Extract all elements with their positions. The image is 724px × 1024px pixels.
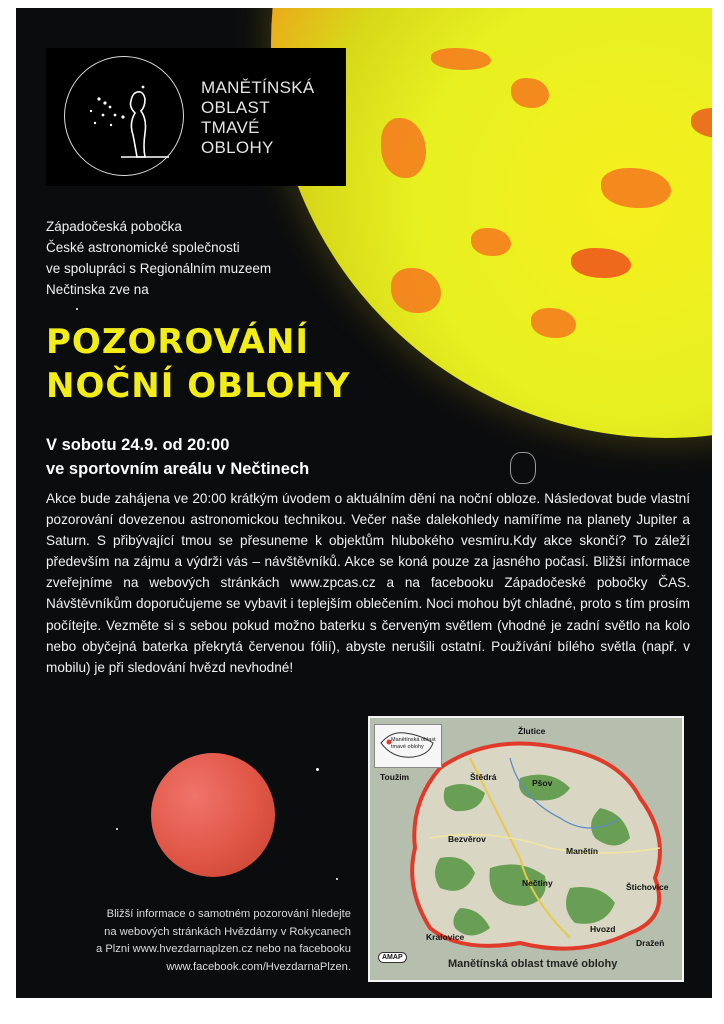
- footer-line: www.facebook.com/HvezdarnaPlzen.: [166, 960, 351, 973]
- sun-spot: [601, 168, 671, 208]
- event-description: Akce bude zahájena ve 20:00 krátkým úvodem o aktuálním dění na noční obloze. Následovat bude vlastní pozorování dovezenou astronomickou technikou. Večer naše dalekohledy namíříme na planety Jupiter a Saturn. S přibývající tmou se přesuneme k objektům hlubokého vesmíru.Kdy akce skončí? To záleží především na zájmu a výdrži vás – návštěvníků. Akce se koná pouze za jasného počasí. Bližší informace zveřejníme na webových stránkách www.zpcas.cz a na facebooku Západočeské pobočky ČAS. Návštěvníkům doporučujeme se vybavit i teplejším oblečením. Noci mohou být chladné, proto s tím prosím počítejte. Vezměte si s sebou pokud možno baterku s červeným světlem (vhodné je zadní světlo na kolo nebo obyčejná baterka překrytá červenou fólií), abyste nerušili ostatní. Používání bílého světla (např. v mobilu) je při sledování hvězd nevhodné!: [46, 491, 690, 675]
- map-place: Bezvěrov: [448, 834, 486, 844]
- map-place: Žlutice: [518, 726, 546, 736]
- logo-circle: [64, 56, 184, 176]
- moon-sketch-icon: [510, 452, 536, 484]
- inset-label: Manětínská oblast tmavé oblohy: [391, 737, 436, 750]
- footer-line: na webových stránkách Hvězdárny v Rokycanech: [104, 925, 351, 938]
- sun-spot: [431, 48, 491, 70]
- map-place: Kralovice: [426, 932, 465, 942]
- region-map: [368, 716, 684, 982]
- sun-spot: [511, 78, 549, 108]
- map-place: Manětín: [566, 846, 599, 856]
- footer-line: Bližší informace o samotném pozorování hledejte: [106, 908, 351, 920]
- footer-line: a Plzni www.hvezdarnaplzen.cz nebo na facebooku: [96, 943, 351, 955]
- event-when: [46, 433, 309, 481]
- footer-info: [46, 906, 351, 976]
- logo-line: OBLOHY: [201, 138, 274, 157]
- title-line-2: NOČNÍ OBLOHY: [46, 366, 351, 406]
- logo-line: TMAVÉ: [201, 118, 260, 137]
- sun-spot: [391, 268, 441, 313]
- map-caption: Manětínská oblast tmavé oblohy: [448, 958, 618, 970]
- map-place: Dražeň: [636, 938, 665, 948]
- logo: [46, 48, 346, 186]
- intro-line: Nečtinska zve na: [46, 282, 149, 297]
- map-inset: [374, 724, 442, 768]
- map-place: Hvozd: [590, 924, 616, 934]
- logo-text: [201, 78, 315, 158]
- planet-image: [151, 753, 275, 877]
- intro-text: [46, 216, 271, 300]
- logo-line: MANĚTÍNSKÁ: [201, 78, 315, 97]
- constellation-figure-icon: [65, 57, 183, 175]
- star-icon: [76, 308, 78, 310]
- poster: [16, 8, 712, 998]
- star-icon: [336, 878, 338, 880]
- map-place: Pšov: [532, 778, 553, 788]
- map-place: Toužim: [380, 772, 410, 782]
- map-place: Štědrá: [470, 772, 497, 782]
- sun-spot: [471, 228, 511, 256]
- logo-line: OBLAST: [201, 98, 270, 117]
- intro-line: ve spolupráci s Regionálním muzeem: [46, 261, 272, 276]
- intro-line: Západočeská pobočka: [46, 219, 182, 234]
- sun-spot: [381, 118, 426, 178]
- map-place: Nečtiny: [522, 878, 553, 888]
- star-icon: [316, 768, 319, 771]
- sun-spot: [531, 308, 576, 338]
- sun-spot: [691, 108, 712, 138]
- map-place: Štichovice: [626, 882, 669, 892]
- title-line-1: POZOROVÁNÍ: [46, 322, 309, 362]
- event-place: ve sportovním areálu v Nečtinech: [46, 460, 310, 478]
- star-icon: [116, 828, 118, 830]
- sun-spot: [571, 248, 631, 278]
- amap-logo: AMAP: [378, 952, 407, 963]
- event-date: V sobotu 24.9. od 20:00: [46, 436, 230, 454]
- intro-line: České astronomické společnosti: [46, 240, 240, 255]
- event-title: [46, 320, 351, 408]
